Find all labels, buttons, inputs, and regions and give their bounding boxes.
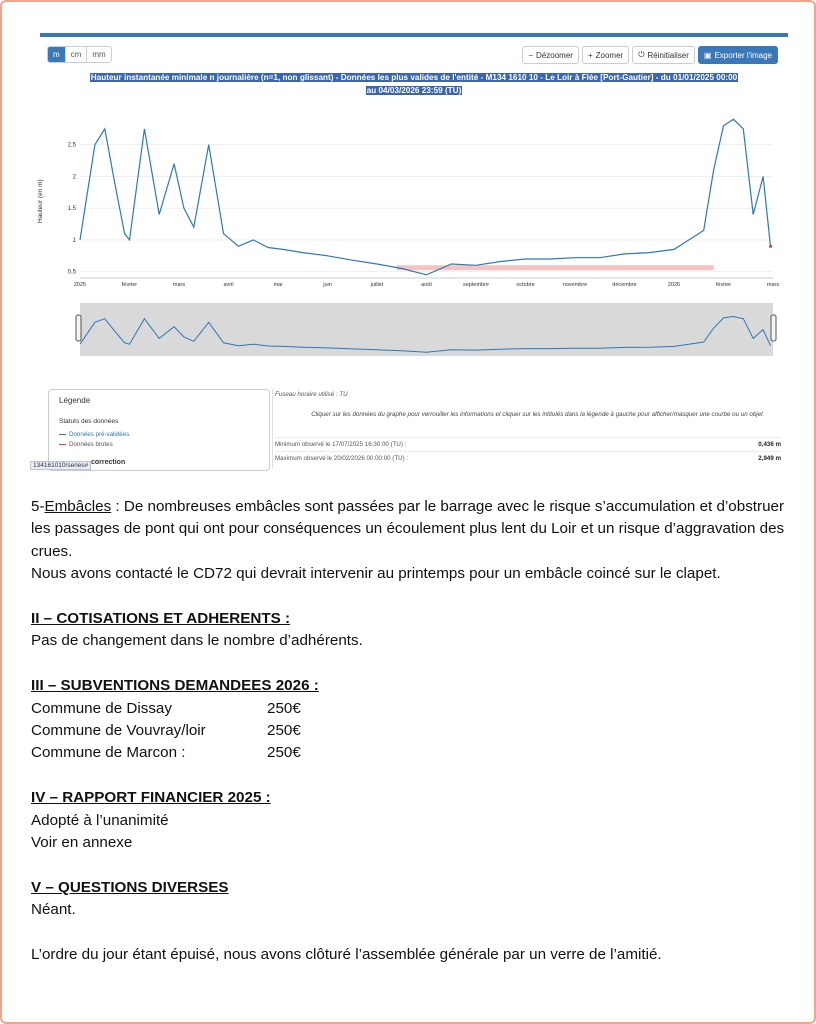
x-tick-label: juin [323,282,332,288]
subvention-row [31,720,791,742]
y-tick-label: 1.5 [67,206,76,213]
document-body [31,496,791,966]
legend-status-heading: Statuts des données [59,418,119,425]
chart-screenshot [33,33,788,470]
paragraph-cloture: L’ordre du jour étant épuisé, nous avons clôturé l’assemblée générale par un verre de l’amitié. [31,946,662,964]
min-label: Minimum observé le 17/07/2025 16:30:00 (TU) : [275,441,407,448]
x-tick-label: août [421,282,432,288]
legend-label-prevalidated: Données pré-validées [69,431,130,438]
subvention-name: Commune de Vouvray/loir [31,722,206,740]
chart-title-line1: Hauteur instantanée minimale n journalière (n=1, non glissant) - Données les plus valides de l'entité - M134 1610 10 - Le Loir à Flée [Port-Gautier] - du 01/01/2025 00:00 [90,73,738,82]
heading-rapport-financier: IV – RAPPORT FINANCIER 2025 : [31,789,271,807]
subvention-amount: 250€ [267,722,301,740]
click-hint: Cliquer sur les données du graphe pour verrouiller les informations et cliquer sur les intitulés dans la légende à gauche pour afficher/masquer une courbe ou un objet [311,411,763,418]
legend-panel [48,389,270,471]
x-tick-label: juillet [370,282,384,288]
timezone-note: Fuseau horaire utilisé : TU [275,391,348,398]
subvention-name: Commune de Marcon : [31,744,186,762]
subvention-row [31,742,791,764]
unit-button-m[interactable]: m [48,47,65,62]
heading-cotisations: II – COTISATIONS ET ADHERENTS : [31,610,291,628]
paragraph-adherents: Pas de changement dans le nombre d’adhérents. [31,632,363,650]
x-tick-label: avril [223,282,234,288]
last-point-marker [769,245,772,248]
unit-button-mm[interactable]: mm [86,47,110,62]
paragraph-prefix: 5- [31,498,45,515]
x-tick-label: 2025 [73,282,87,288]
url-tag: 134161010/series# [30,461,91,470]
unit-button-cm[interactable]: cm [65,47,87,62]
minus-icon: − [528,50,534,60]
legend-swatch-red [59,444,66,446]
navigator-handle-right [771,315,776,341]
min-value: 0,436 m [758,441,781,448]
navigator-handle-left [76,315,81,341]
x-tick-label: mars [766,282,780,288]
subvention-row [31,698,791,720]
paragraph-adopte: Adopté à l’unanimité [31,811,169,829]
heading-questions: V – QUESTIONS DIVERSES [31,878,229,896]
x-tick-label: 2026 [667,282,681,288]
min-row [275,437,781,448]
subvention-name: Commune de Dissay [31,699,172,717]
navigator[interactable] [40,303,788,363]
paragraph-cd72: Nous avons contacté le CD72 qui devrait intervenir au printemps pour un embâcle coincé sur le clapet. [31,565,721,583]
x-tick-label: décembre [612,282,637,288]
embacles-link: Embâcles [44,498,112,515]
legend-label-raw: Données brutes [69,441,113,448]
zoom-label: Zoomer [595,50,624,60]
max-value: 2,949 m [758,455,781,462]
x-tick-label: mai [273,282,283,288]
legend-title: Légende [59,396,91,405]
y-tick-label: 1 [72,237,76,244]
max-row [275,451,781,462]
heading-subventions: III – SUBVENTIONS DEMANDEES 2026 : [31,677,319,695]
x-tick-label: mars [172,282,186,288]
series-line-prevalidated [80,119,771,274]
x-tick-label: novembre [562,282,588,288]
y-axis-label: Hauteur (en m) [37,179,44,223]
main-chart[interactable] [40,33,788,333]
x-tick-label: octobre [516,282,535,288]
legend-item-prevalidated[interactable] [59,431,129,438]
export-icon: ▣ [703,50,712,60]
paragraph-embacles [31,496,791,563]
y-tick-label: 2 [72,174,76,181]
legend-correction: correction [91,459,126,466]
export-label: Exporter l'image [714,50,772,60]
y-tick-label: 0.5 [67,269,76,276]
max-label: Maximum observé le 20/02/2026 00:00:00 (TU) : [275,455,409,462]
subvention-amount: 250€ [267,699,301,717]
y-tick-label: 2.5 [67,142,76,149]
x-tick-label: février [715,282,732,288]
x-tick-label: février [121,282,138,288]
embacles-text: : De nombreuses embâcles sont passées par le barrage avec le risque s’accumulation et d’obstruer les passages de pont qui ont pour conséquences un écoulement plus lent du Loir et un risque d’aggravation des crues. [31,498,785,560]
reset-label: Réinitialiser [647,50,689,60]
power-icon: ⏻ [638,50,645,59]
paragraph-annexe: Voir en annexe [31,834,133,852]
dezoom-label: Dézoomer [536,50,573,60]
x-tick-label: septembre [463,282,489,288]
legend-swatch-blue [59,434,66,436]
navigator-range [80,303,773,356]
legend-item-raw[interactable] [59,441,113,448]
paragraph-neant: Néant. [31,901,76,919]
chart-title-line2: au 04/03/2026 23:59 (TU) [366,86,462,95]
info-panel [272,389,785,469]
subvention-amount: 250€ [267,744,301,762]
plus-icon: + [587,50,593,60]
